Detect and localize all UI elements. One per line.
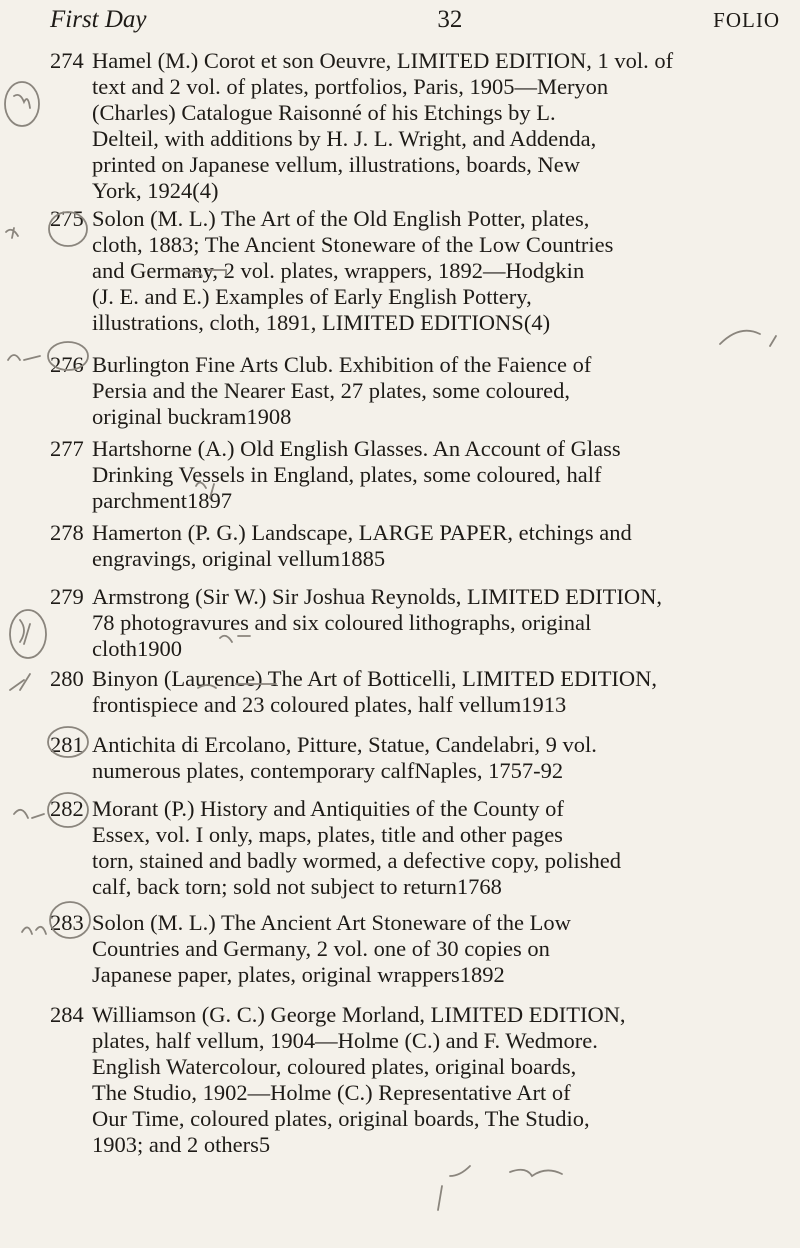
lot-description [92, 352, 778, 430]
lot-last-line: cloth [92, 636, 137, 661]
lot-number: 276 [50, 352, 84, 377]
lot-last-line: frontispiece and 23 coloured plates, half vellum [92, 692, 522, 717]
lot-entry [50, 520, 778, 572]
lot-number: 280 [50, 666, 84, 691]
lot-count: 1885 [340, 546, 386, 571]
lot-count: (4) [523, 310, 551, 335]
lot-line: and Germany, 2 vol. plates, wrappers, 1892—Hodgkin [92, 258, 585, 283]
lot-line: Hamel (M.) Corot et son Oeuvre, LIMITED EDITION, 1 vol. of [92, 48, 674, 73]
lot-entry [50, 206, 778, 336]
lot-number: 278 [50, 520, 84, 545]
lot-line: plates, half vellum, 1904—Holme (C.) and F. Wedmore. [92, 1028, 598, 1053]
lot-line: Drinking Vessels in England, plates, some coloured, half [92, 462, 602, 487]
lot-line: printed on Japanese vellum, illustrations, boards, New [92, 152, 581, 177]
lot-description [92, 520, 778, 572]
lot-number: 279 [50, 584, 84, 609]
lot-line: (Charles) Catalogue Raisonné of his Etchings by L. [92, 100, 556, 125]
lot-number: 282 [50, 796, 84, 821]
lot-entry [50, 732, 778, 784]
lot-line: 78 photogravures and six coloured lithographs, original [92, 610, 592, 635]
section-title: First Day [50, 6, 147, 33]
lot-number: 284 [50, 1002, 84, 1027]
lot-last-line: illustrations, cloth, 1891, LIMITED EDITIONS [92, 310, 524, 335]
lot-entry [50, 436, 778, 514]
lot-entry [50, 796, 778, 900]
lot-description [92, 206, 778, 336]
lot-line: Solon (M. L.) The Ancient Art Stoneware of the Low [92, 910, 571, 935]
lot-line: Armstrong (Sir W.) Sir Joshua Reynolds, LIMITED EDITION, [92, 584, 662, 609]
lot-count: 1768 [456, 874, 502, 899]
lot-line: Hartshorne (A.) Old English Glasses. An Account of Glass [92, 436, 621, 461]
lot-count: 1897 [186, 488, 232, 513]
lot-line: Antichita di Ercolano, Pitture, Statue, Candelabri, 9 vol. [92, 732, 597, 757]
lot-number: 274 [50, 48, 84, 73]
lot-number: 275 [50, 206, 84, 231]
lot-line: Williamson (G. C.) George Morland, LIMITED EDITION, [92, 1002, 626, 1027]
lot-number: 281 [50, 732, 84, 757]
lot-count: Naples, 1757-92 [414, 758, 564, 783]
lot-line: text and 2 vol. of plates, portfolios, Paris, 1905—Meryon [92, 74, 609, 99]
lot-last-line: York, 1924 [92, 178, 193, 203]
lot-last-line: calf, back torn; sold not subject to return [92, 874, 457, 899]
lot-line: English Watercolour, coloured plates, original boards, [92, 1054, 577, 1079]
lot-line: The Studio, 1902—Holme (C.) Representative Art of [92, 1080, 571, 1105]
lot-description [92, 436, 778, 514]
lot-description [92, 796, 778, 900]
lot-entry [50, 584, 778, 662]
lot-line: Countries and Germany, 2 vol. one of 30 copies on [92, 936, 550, 961]
lot-count: 1900 [137, 636, 182, 661]
lot-line: (J. E. and E.) Examples of Early English Pottery, [92, 284, 532, 309]
lot-entry [50, 1002, 778, 1158]
lot-count: 1913 [521, 692, 567, 717]
lot-line: Hamerton (P. G.) Landscape, LARGE PAPER, etchings and [92, 520, 632, 545]
lot-description [92, 732, 778, 784]
lot-last-line: 1903; and 2 others [92, 1132, 259, 1157]
page-header [50, 0, 780, 40]
lot-description [92, 584, 778, 662]
lot-line: Our Time, coloured plates, original boards, The Studio, [92, 1106, 590, 1131]
lot-line: Binyon (Laurence) The Art of Botticelli, LIMITED EDITION, [92, 666, 658, 691]
lot-number: 283 [50, 910, 84, 935]
lot-count: 1908 [246, 404, 292, 429]
lot-description [92, 1002, 778, 1158]
lot-line: Delteil, with additions by H. J. L. Wright, and Addenda, [92, 126, 597, 151]
lot-last-line: parchment [92, 488, 187, 513]
lot-number: 277 [50, 436, 84, 461]
lot-line: torn, stained and badly wormed, a defective copy, polished [92, 848, 622, 873]
lot-last-line: Japanese paper, plates, original wrappers [92, 962, 460, 987]
lot-count: 5 [258, 1132, 271, 1157]
lot-last-line: original buckram [92, 404, 247, 429]
lot-count: 1892 [459, 962, 505, 987]
lot-description [92, 910, 778, 988]
lot-count: (4) [192, 178, 219, 203]
lot-entry [50, 48, 778, 204]
lot-description [92, 666, 778, 718]
lot-line: Persia and the Nearer East, 27 plates, some coloured, [92, 378, 570, 403]
lot-line: Solon (M. L.) The Art of the Old English Potter, plates, [92, 206, 590, 231]
lot-entry [50, 666, 778, 718]
folio-label: FOLIO [713, 7, 780, 32]
lot-entry [50, 352, 778, 430]
lot-line: cloth, 1883; The Ancient Stoneware of the Low Countries [92, 232, 614, 257]
lot-last-line: numerous plates, contemporary calf [92, 758, 415, 783]
lot-line: Morant (P.) History and Antiquities of the County of [92, 796, 564, 821]
lot-last-line: engravings, original vellum [92, 546, 341, 571]
page-number: 32 [437, 6, 463, 33]
lot-entry [50, 910, 778, 988]
lot-line: Burlington Fine Arts Club. Exhibition of the Faience of [92, 352, 592, 377]
lot-description [92, 48, 778, 204]
lot-line: Essex, vol. I only, maps, plates, title and other pages [92, 822, 563, 847]
